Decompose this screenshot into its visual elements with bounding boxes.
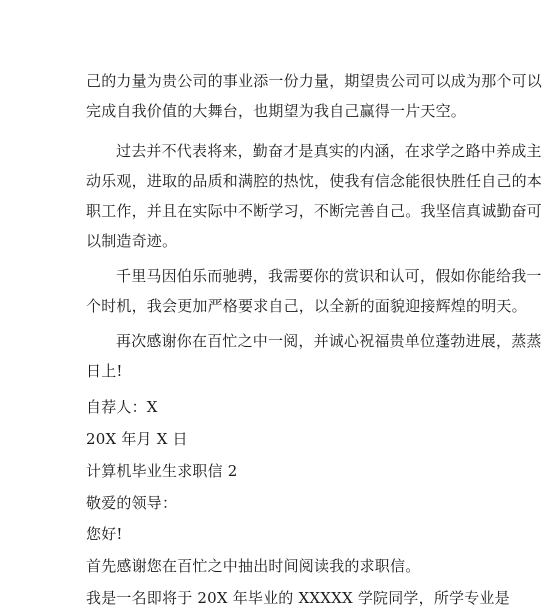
text-line-8: 个时机，我会更加严格要求自己，以全新的面貌迎接辉煌的明天。 [86, 297, 527, 315]
signature-line: 自荐人：X [86, 398, 158, 416]
text-line-1: 己的力量为贵公司的事业添一份力量，期望贵公司可以成为那个可以 [86, 72, 542, 90]
greeting-line: 您好! [86, 525, 123, 543]
salutation-line: 敬爱的领导： [86, 494, 178, 512]
text-line-7: 千里马因伯乐而驰骋，我需要你的赏识和认可，假如你能给我一 [116, 267, 542, 285]
date-line: 20X 年月 X 日 [86, 430, 188, 448]
text-line-16: 首先感谢您在百忙之中抽出时间阅读我的求职信。 [86, 557, 421, 575]
text-line-17: 我是一名即将于 20X 年毕业的 XXXXX 学院同学，所学专业是 [86, 589, 510, 607]
text-line-3: 过去并不代表将来，勤奋才是真实的内涵，在求学之路中养成主 [116, 142, 542, 160]
text-line-6: 以制造奇迹。 [86, 232, 178, 250]
text-line-5: 职工作，并且在实际中不断学习，不断完善自己。我坚信真诚勤奋可 [86, 202, 542, 220]
text-line-2: 完成自我价值的大舞台，也期望为我自己赢得一片天空。 [86, 102, 467, 120]
text-line-9: 再次感谢你在百忙之中一阅，并诚心祝福贵单位蓬勃进展，蒸蒸 [116, 332, 542, 350]
text-line-10: 日上! [86, 362, 123, 380]
letter-title: 计算机毕业生求职信 2 [86, 462, 238, 480]
text-line-4: 动乐观，进取的品质和满腔的热忱，使我有信念能很快胜任自己的本 [86, 172, 542, 190]
